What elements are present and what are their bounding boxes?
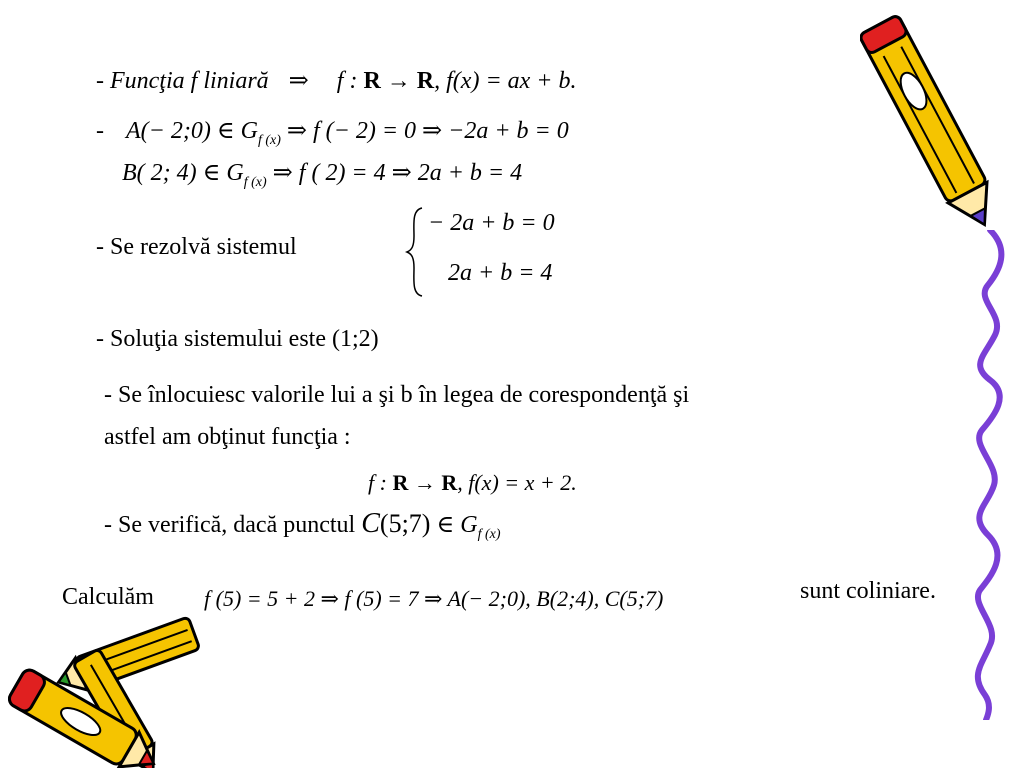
solution-text: - Soluţia sistemului este (1;2) bbox=[96, 326, 379, 352]
pencil-icon bbox=[860, 2, 1000, 242]
point-b-equation: ⇒ f ( 2) = 4 ⇒ 2a + b = 4 bbox=[266, 160, 523, 186]
collinear-conclusion: sunt coliniare. bbox=[800, 578, 936, 604]
graph-subscript: f (x) bbox=[257, 133, 281, 148]
linear-function-label: Funcţia f liniară bbox=[110, 68, 269, 94]
graph-subscript: f (x) bbox=[243, 175, 267, 190]
codomain-set: R bbox=[416, 68, 435, 94]
general-formula: , f(x) = ax + b. bbox=[434, 68, 577, 94]
dash: - bbox=[96, 118, 104, 144]
point-c-label: C bbox=[361, 508, 380, 539]
domain-set: R bbox=[363, 68, 381, 94]
point-c-coords: (5;7) bbox=[379, 509, 431, 538]
result-arrow: → bbox=[408, 470, 442, 495]
system-brace bbox=[404, 206, 424, 298]
graph-subscript: f (x) bbox=[477, 527, 501, 542]
pencil-icon bbox=[0, 600, 210, 768]
point-c-membership: ∈ G bbox=[430, 512, 478, 538]
squiggle-line bbox=[960, 230, 1020, 720]
replace-text-line-1: - Se înlocuiesc valorile lui a şi b în legea de corespondenţă şi bbox=[104, 382, 690, 408]
arrow-symbol: → bbox=[380, 68, 417, 94]
calc-formula: f (5) = 5 + 2 ⇒ f (5) = 7 ⇒ A(− 2;0), B(2;4), C(5;7) bbox=[204, 586, 664, 611]
dash: - bbox=[96, 68, 104, 94]
verify-line bbox=[104, 508, 501, 540]
result-function bbox=[368, 470, 577, 496]
line-linear-function bbox=[96, 66, 577, 95]
system-equation-2: 2a + b = 4 bbox=[448, 260, 553, 286]
result-prefix: f : bbox=[368, 470, 393, 495]
calc-label: Calculăm bbox=[62, 584, 154, 610]
result-domain: R bbox=[392, 470, 409, 495]
line-point-b bbox=[122, 158, 523, 190]
formula-prefix: f : bbox=[336, 68, 364, 94]
result-codomain: R bbox=[441, 470, 458, 495]
system-label: - Se rezolvă sistemul bbox=[96, 234, 297, 260]
system-equation-1: − 2a + b = 0 bbox=[428, 210, 555, 236]
result-formula: , f(x) = x + 2. bbox=[457, 470, 577, 495]
implies-symbol: ⇒ bbox=[288, 68, 309, 94]
point-b-membership: B( 2; 4) ∈ G bbox=[122, 160, 244, 186]
line-point-a bbox=[96, 116, 569, 148]
point-a-equation: ⇒ f (− 2) = 0 ⇒ −2a + b = 0 bbox=[280, 118, 569, 144]
point-a-membership: A(− 2;0) ∈ G bbox=[126, 118, 258, 144]
verify-text: - Se verifică, dacă punctul bbox=[104, 512, 362, 538]
replace-text-line-2: astfel am obţinut funcţia : bbox=[104, 424, 351, 450]
